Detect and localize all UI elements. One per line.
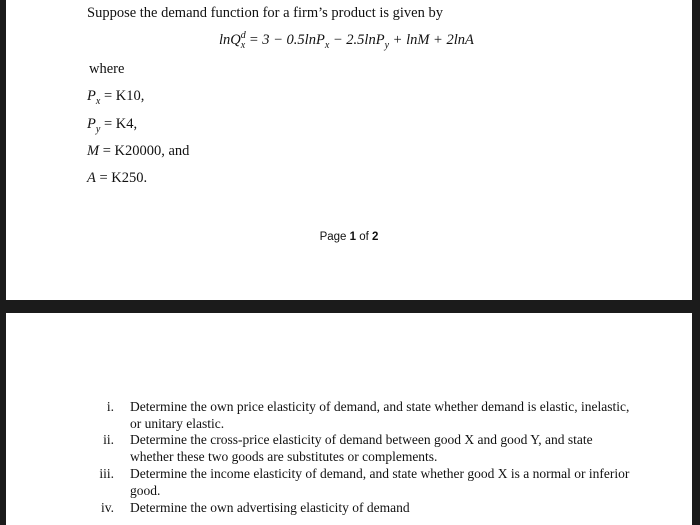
var-subscript: y bbox=[95, 124, 101, 135]
page-footer bbox=[6, 231, 692, 243]
footer-middle: of bbox=[356, 231, 373, 243]
variable-m bbox=[87, 143, 189, 160]
footer-current-page: 1 bbox=[349, 231, 357, 243]
where-label: where bbox=[89, 61, 125, 77]
eq-rhs1: = 3 − 0.5ln bbox=[245, 32, 316, 48]
var-value: = K20000, and bbox=[99, 143, 190, 159]
intro-text: Suppose the demand function for a firm’s product is given by bbox=[87, 5, 443, 21]
eq-p1-sub: x bbox=[324, 40, 330, 51]
question-number: i. bbox=[106, 399, 114, 414]
question-text: Determine the own price elasticity of demand, and state whether demand is elastic, inelastic, or unitary elastic. bbox=[130, 399, 630, 431]
question-number: iv. bbox=[101, 500, 114, 515]
question-text: Determine the own advertising elasticity of demand bbox=[130, 500, 410, 515]
eq-p2-sub: y bbox=[384, 40, 390, 51]
eq-rhs2: − 2.5ln bbox=[329, 32, 376, 48]
eq-rhs3: + lnM + 2lnA bbox=[389, 32, 474, 48]
question-number: ii. bbox=[103, 432, 114, 447]
var-symbol: A bbox=[87, 170, 96, 186]
demand-equation bbox=[219, 30, 474, 51]
eq-p1: P bbox=[315, 32, 325, 48]
eq-q-sup: d bbox=[240, 30, 246, 41]
var-value: = K250. bbox=[95, 170, 148, 186]
question-number: iii. bbox=[99, 466, 114, 481]
question-text: Determine the income elasticity of demand, and state whether good X is a normal or inferior good. bbox=[130, 466, 630, 498]
var-value: = K10, bbox=[100, 88, 145, 104]
eq-ln: ln bbox=[219, 32, 231, 48]
eq-q-sub: x bbox=[240, 40, 246, 51]
footer-total-pages: 2 bbox=[372, 231, 379, 243]
variable-px bbox=[87, 88, 144, 107]
var-value: = K4, bbox=[100, 116, 138, 132]
document-page-1 bbox=[6, 0, 692, 300]
var-symbol: P bbox=[87, 88, 96, 104]
eq-q: Q bbox=[230, 32, 241, 48]
var-symbol: P bbox=[87, 116, 96, 132]
variable-py bbox=[87, 116, 137, 135]
question-text: Determine the cross-price elasticity of demand between good X and good Y, and state whether these two goods are substitutes or complements. bbox=[130, 432, 593, 464]
variable-a bbox=[87, 170, 147, 187]
footer-prefix: Page bbox=[319, 231, 350, 243]
var-symbol: M bbox=[87, 143, 100, 159]
var-subscript: x bbox=[95, 96, 101, 107]
eq-p2: P bbox=[375, 32, 385, 48]
document-page-2 bbox=[6, 313, 692, 525]
